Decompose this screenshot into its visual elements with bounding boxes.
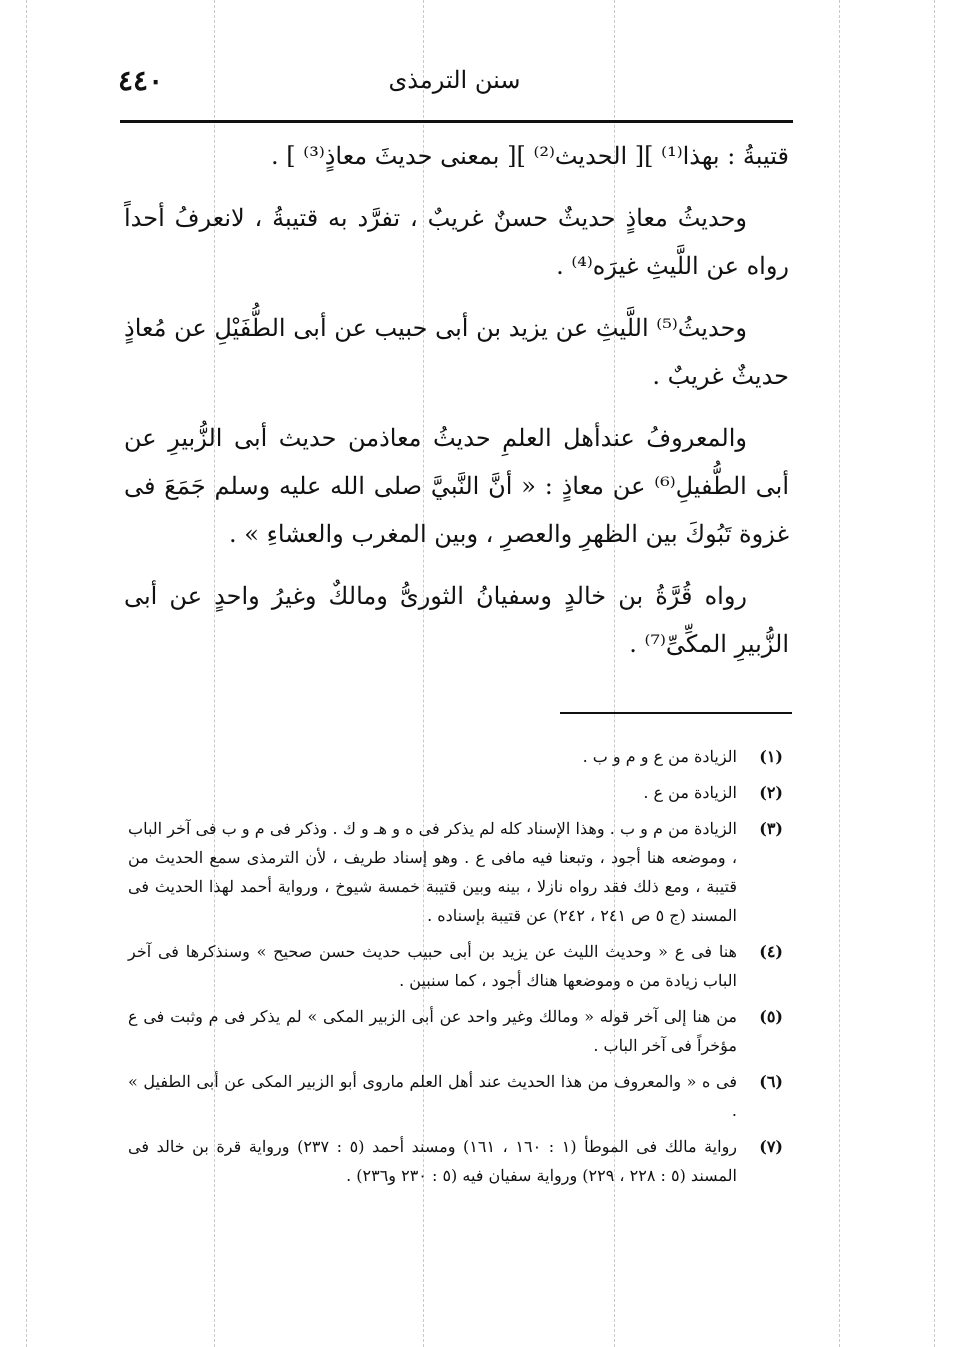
text-paragraph: وحديثُ⁽⁵⁾ اللَّيثِ عن يزيد بن أبى حبيب عن أبى الطُّفَيْلِ عن مُعاذٍ حديثٌ غريبٌ . <box>124 314 789 390</box>
footnote-text: الزيادة من ع و م و ب . <box>582 747 737 766</box>
footnote-number: (١) <box>759 747 783 766</box>
text-paragraph: رواه قُرَّةُ بن خالدٍ وسفيانُ الثورىُّ ومالكٌ وغيرُ واحدٍ عن أبى الزُّبيرِ المكِّىِّ⁽⁷⁾ . <box>124 582 789 658</box>
footnote-text: الزيادة من م و ب . وهذا الإسناد كله لم يذكر فى ه و هـ و ك . وذكر فى م و ب فى آخر الباب ، وموضعه هنا أجود ، وتبعنا فيه مافى ع . وهو إسناد طريف ، لأن الترمذى سمع الحديث من قتيبة ، ومع ذلك فقد رواه نازلا ، بينه وبين قتيبة خمسة شيوخ ، ورواية أحمد لهذا الحديث فى المسند (ج ٥ ص ٢٤١ ، ٢٤٢) عن قتيبة بإسناده . <box>128 819 737 925</box>
footnote-number: (٥) <box>759 1007 783 1026</box>
footnote <box>128 1067 783 1125</box>
footnote-number: (٧) <box>759 1137 783 1156</box>
header-rule <box>120 120 793 123</box>
footnote <box>128 742 783 771</box>
footnote <box>128 814 783 930</box>
footnote-separator <box>560 712 792 714</box>
footnote <box>128 1002 783 1060</box>
footnote-number: (٦) <box>759 1072 783 1091</box>
footnote-text: فى ه « والمعروف من هذا الحديث عند أهل العلم ماروى أبو الزبير المكى عن أبى الطفيل » . <box>128 1072 737 1120</box>
footnote-number: (٢) <box>759 783 783 802</box>
footnotes <box>128 742 783 1197</box>
running-title: سنن الترمذى <box>388 66 521 94</box>
text-paragraph: والمعروفُ عندأهل العلمِ حديثُ معاذمن حديث أبى الزُّبيرِ عن أبى الطُّفيلِ⁽⁶⁾ عن معاذٍ : « أنَّ النَّبيَّ صلى الله عليه وسلم جَمَعَ فى غزوة تَبُوكَ بين الظهرِ والعصرِ ، وبين المغرب والعشاءِ » . <box>124 424 789 548</box>
footnote-number: (٤) <box>759 942 783 961</box>
footnote <box>128 1132 783 1190</box>
footnote <box>128 937 783 995</box>
footnote <box>128 778 783 807</box>
footnote-text: الزيادة من ع . <box>643 783 737 802</box>
footnote-text: رواية مالك فى الموطأ (١ : ١٦٠ ، ١٦١) ومسند أحمد (٥ : ٢٣٧) ورواية قرة بن خالد فى المسند (٥ : ٢٢٨ ، ٢٢٩) ورواية سفيان فيه (٥ : ٢٣٠ و٢٣٦) . <box>128 1137 738 1185</box>
page-header <box>118 62 791 98</box>
main-text <box>124 132 789 668</box>
footnote-text: هنا فى ع « وحديث الليث عن يزيد بن أبى حبيب حديث حسن صحيح » وسنذكرها فى آخر الباب زيادة من ه وموضعها هناك أجود ، كما سنبين . <box>128 942 737 990</box>
page-number: ٤٤٠ <box>118 64 164 97</box>
text-paragraph: وحديثُ معاذٍ حديثٌ حسنٌ غريبٌ ، تفرَّد به قتيبةُ ، لانعرفُ أحداً رواه عن اللَّيثِ غيرَه⁽⁴⁾ . <box>124 204 789 280</box>
scan-guide-line <box>839 0 840 1347</box>
scan-guide-line <box>26 0 27 1347</box>
footnote-number: (٣) <box>759 819 783 838</box>
footnote-text: من هنا إلى آخر قوله « ومالك وغير واحد عن أبى الزبير المكى » لم يذكر فى م وثبت فى ع مؤخراً فى آخر الباب . <box>128 1007 737 1055</box>
text-paragraph: قتيبةُ : بهذا⁽¹⁾ ][ الحديث⁽²⁾ ][ بمعنى حديثَ معاذٍ⁽³⁾ ] . <box>271 142 789 170</box>
scan-guide-line <box>934 0 935 1347</box>
